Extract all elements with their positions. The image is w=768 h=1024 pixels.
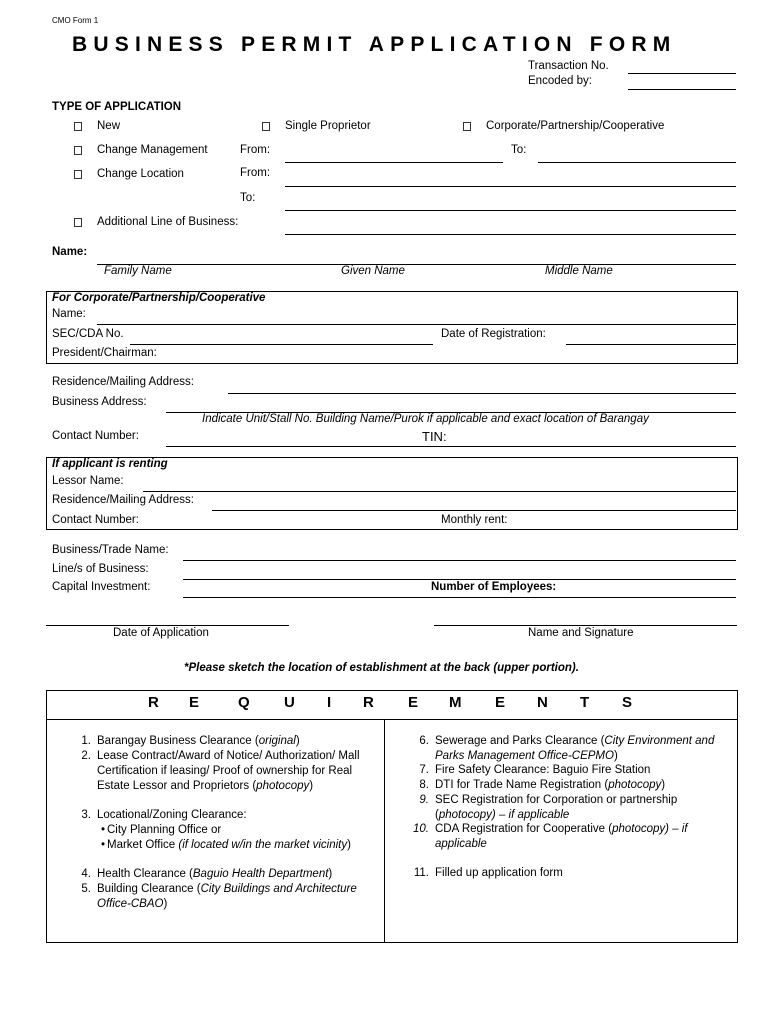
business-address-hint: Indicate Unit/Stall No. Building Name/Purok if applicable and exact location of Barangay (202, 413, 649, 425)
family-name-caption: Family Name (104, 265, 172, 277)
corporate-heading: For Corporate/Partnership/Cooperative (52, 292, 266, 304)
requirement-text: Barangay Business Clearance ( (97, 735, 259, 747)
requirement-italic-text: original (258, 735, 296, 747)
name-label: Name: (52, 246, 88, 258)
requirement-number: • (100, 839, 105, 851)
requirement-item (100, 823, 369, 838)
contact-number-field[interactable] (166, 446, 736, 447)
requirement-item (81, 867, 369, 882)
name-field[interactable] (97, 264, 736, 265)
additional-line-checkbox[interactable] (74, 218, 82, 227)
residence-label: Residence/Mailing Address: (52, 376, 194, 388)
requirement-number: 6. (419, 735, 429, 747)
renting-heading: If applicant is renting (52, 458, 168, 470)
trade-name-field[interactable] (183, 560, 736, 561)
type-of-application-heading: TYPE OF APPLICATION (52, 101, 182, 113)
requirement-text: CDA Registration for Cooperative ( (435, 823, 613, 835)
requirement-number: 2. (81, 750, 91, 762)
requirement-text-end: ) (295, 735, 300, 747)
requirement-item (419, 793, 725, 823)
requirement-italic-text: (if located w/in the market vicinity (178, 839, 348, 851)
requirement-italic-text: City Buildings and Architecture Office-CBAO (97, 883, 357, 910)
requirements-letter: E (408, 694, 419, 711)
requirement-text-end: ) – if applicable (435, 823, 688, 850)
transaction-no-label: Transaction No. (528, 60, 609, 72)
sketch-note: *Please sketch the location of establishment at the back (upper portion). (184, 662, 579, 674)
requirement-item (413, 822, 725, 852)
requirement-text: Building Clearance ( (97, 883, 201, 895)
new-checkbox[interactable] (74, 122, 82, 131)
single-proprietor-checkbox[interactable] (262, 122, 270, 131)
sec-cda-field[interactable] (130, 344, 433, 345)
capital-investment-label: Capital Investment: (52, 581, 151, 593)
date-of-application-label: Date of Application (113, 627, 209, 639)
requirements-letter: R (148, 694, 159, 711)
change-management-label: Change Management (97, 144, 208, 156)
additional-line-field[interactable] (285, 234, 736, 235)
requirement-text: Lease Contract/Award of Notice/ Authorization/ Mall Certification if leasing/ Proof of ownership for Real Estate Lessor and Proprietors ( (97, 750, 360, 792)
change-location-from-field[interactable] (285, 186, 736, 187)
single-proprietor-label: Single Proprietor (285, 120, 371, 132)
requirements-letter: N (537, 694, 548, 711)
requirement-number: 8. (419, 779, 429, 791)
requirement-item (419, 763, 725, 778)
requirement-item (81, 808, 369, 823)
name-signature-field[interactable] (434, 625, 737, 626)
requirements-letter: M (449, 694, 462, 711)
requirements-letter: E (495, 694, 506, 711)
lessor-contact-label: Contact Number: (52, 514, 139, 526)
transaction-no-field[interactable] (628, 73, 736, 74)
residence-field[interactable] (228, 393, 736, 394)
encoded-by-field[interactable] (628, 89, 736, 90)
page-title: BUSINESS PERMIT APPLICATION FORM (72, 33, 677, 56)
encoded-by-label: Encoded by: (528, 75, 592, 87)
change-location-to-field[interactable] (285, 210, 736, 211)
lessor-name-field[interactable] (143, 491, 736, 492)
requirement-text-end: ) (309, 779, 314, 792)
requirement-item (81, 882, 369, 912)
middle-name-caption: Middle Name (545, 265, 613, 277)
given-name-caption: Given Name (341, 265, 405, 277)
contact-number-label: Contact Number: (52, 430, 139, 442)
requirement-italic-text: City Environment and Parks Management Office-CEPMO (435, 735, 715, 762)
business-address-label: Business Address: (52, 396, 147, 408)
requirement-item (81, 734, 369, 749)
requirement-number: 9. (419, 794, 429, 806)
lessor-name-label: Lessor Name: (52, 475, 124, 487)
requirement-text-end: ) (661, 779, 666, 791)
change-management-to-label: To: (511, 144, 527, 156)
requirement-number: 3. (81, 809, 91, 821)
corporate-label: Corporate/Partnership/Cooperative (486, 120, 665, 132)
additional-line-label: Additional Line of Business: (97, 216, 239, 228)
requirement-number: 1. (81, 735, 91, 747)
tin-label: TIN: (422, 429, 447, 444)
requirement-text-end: ) (347, 839, 351, 851)
requirement-text: City Planning Office or (107, 824, 222, 836)
requirements-letter: T (580, 694, 590, 711)
requirements-letter: U (284, 694, 295, 711)
requirements-letter: E (189, 694, 200, 711)
monthly-rent-label: Monthly rent: (441, 514, 508, 526)
requirement-italic-text: photocopy (612, 823, 666, 835)
requirement-italic-text: Baguio Health Department (192, 868, 329, 880)
lessor-residence-label: Residence/Mailing Address: (52, 494, 194, 506)
change-management-checkbox[interactable] (74, 146, 82, 155)
corporate-checkbox[interactable] (463, 122, 471, 131)
president-label: President/Chairman: (52, 347, 157, 359)
requirement-text-end: ) – if applicable (491, 808, 570, 821)
requirement-text: Filled up application form (435, 867, 563, 879)
requirement-text: Market Office (107, 839, 179, 851)
requirement-text: Sewerage and Parks Clearance ( (435, 735, 605, 747)
date-of-application-field[interactable] (46, 625, 289, 626)
requirement-item (419, 778, 725, 793)
requirement-item (100, 838, 369, 853)
change-management-from-label: From: (240, 144, 271, 156)
date-registration-field[interactable] (566, 344, 736, 345)
sec-cda-label: SEC/CDA No. (52, 328, 124, 340)
requirement-text: DTI for Trade Name Registration ( (435, 779, 609, 791)
requirement-italic-text: photocopy (438, 808, 492, 821)
capital-investment-field[interactable] (183, 597, 736, 598)
change-management-to-field[interactable] (538, 162, 736, 163)
requirement-text-end: ) (328, 868, 333, 880)
date-registration-label: Date of Registration: (441, 328, 546, 340)
requirement-number: 7. (419, 764, 429, 776)
lines-of-business-field[interactable] (183, 579, 736, 580)
requirements-letter: Q (238, 694, 250, 711)
requirement-number: 4. (81, 868, 91, 880)
change-location-checkbox[interactable] (74, 170, 82, 179)
requirement-number: 10. (413, 823, 429, 835)
requirements-divider (46, 719, 738, 720)
trade-name-label: Business/Trade Name: (52, 544, 169, 556)
change-location-from-label: From: (240, 167, 271, 179)
new-label: New (97, 120, 121, 132)
requirement-italic-text: photocopy (256, 779, 310, 792)
corporate-name-field[interactable] (97, 324, 736, 325)
form-code: CMO Form 1 (52, 16, 99, 25)
requirements-letter: I (327, 694, 332, 711)
change-location-label: Change Location (97, 168, 184, 180)
requirement-text-end: ) (613, 749, 618, 762)
change-management-from-field[interactable] (285, 162, 503, 163)
name-signature-label: Name and Signature (528, 627, 634, 639)
requirement-text: SEC Registration for Corporation or partnership ( (435, 794, 678, 821)
requirement-text-end: ) (163, 897, 168, 910)
requirements-letter: R (363, 694, 374, 711)
requirement-item (81, 749, 369, 793)
change-location-to-label: To: (240, 192, 256, 204)
requirement-item (419, 734, 725, 764)
requirements-column-divider (384, 719, 385, 943)
requirement-text: Locational/Zoning Clearance: (97, 809, 247, 821)
lessor-residence-field[interactable] (212, 510, 736, 511)
requirement-italic-text: photocopy (608, 779, 662, 791)
requirement-number: • (100, 824, 105, 836)
requirement-number: 5. (81, 883, 91, 895)
requirement-text: Fire Safety Clearance: Baguio Fire Station (435, 764, 651, 776)
lines-of-business-label: Line/s of Business: (52, 563, 149, 575)
requirements-letter: S (622, 694, 633, 711)
requirement-number: 11. (413, 867, 429, 879)
requirement-item (413, 866, 725, 881)
employees-label: Number of Employees: (431, 581, 557, 593)
corporate-name-label: Name: (52, 308, 86, 320)
requirement-text: Health Clearance ( (97, 868, 193, 880)
